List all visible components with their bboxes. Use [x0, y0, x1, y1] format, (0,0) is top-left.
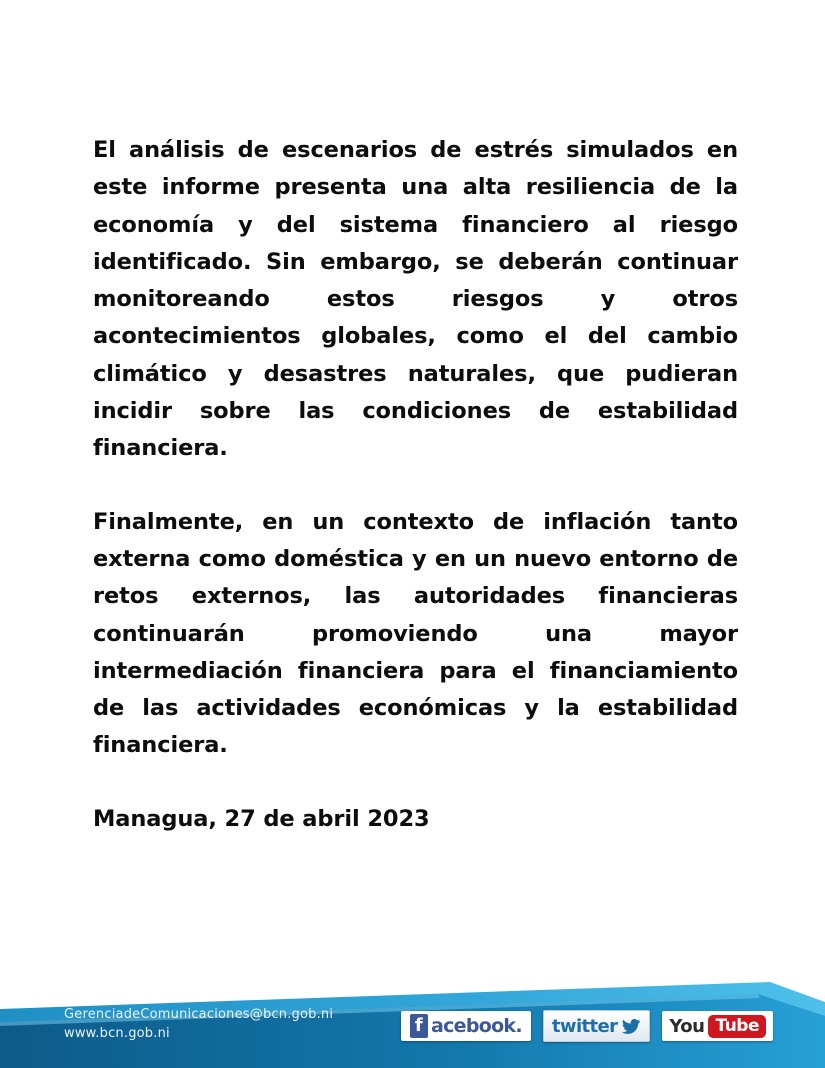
- facebook-icon[interactable]: [401, 1011, 531, 1041]
- footer-website[interactable]: www.bcn.gob.ni: [64, 1026, 170, 1041]
- page-footer: [0, 976, 825, 1068]
- twitter-bird-icon: [621, 1018, 641, 1035]
- facebook-mark: f: [410, 1014, 428, 1038]
- social-links: [401, 1010, 773, 1042]
- youtube-you-label: You: [669, 1015, 705, 1037]
- paragraph-2: Finalmente, en un contexto de inflación tanto externa como doméstica y en un nuevo entorno de retos externos, las autoridades financieras continuarán promoviendo una mayor intermediación financiera para el financiamiento de las actividades económicas y la estabilidad financiera.: [93, 508, 738, 759]
- facebook-label: acebook: [430, 1015, 516, 1037]
- footer-email[interactable]: GerenciadeComunicaciones@bcn.gob.ni: [64, 1007, 334, 1022]
- twitter-icon[interactable]: [543, 1010, 651, 1042]
- twitter-label: twitter: [551, 1015, 618, 1037]
- paragraph-dateline: Managua, 27 de abril 2023: [93, 805, 430, 832]
- footer-contact: [64, 1005, 333, 1043]
- document-body: [93, 132, 738, 838]
- youtube-tube-label: Tube: [708, 1015, 766, 1038]
- facebook-dot: .: [515, 1015, 522, 1037]
- youtube-icon[interactable]: [662, 1011, 773, 1041]
- paragraph-1: El análisis de escenarios de estrés simulados en este informe presenta una alta resiliencia de la economía y del sistema financiero al riesgo identificado. Sin embargo, se deberán continuar monitoreando estos riesgos y otros acontecimientos globales, como el del cambio climático y desastres naturales, que pudieran incidir sobre las condiciones de estabilidad financiera.: [93, 137, 738, 462]
